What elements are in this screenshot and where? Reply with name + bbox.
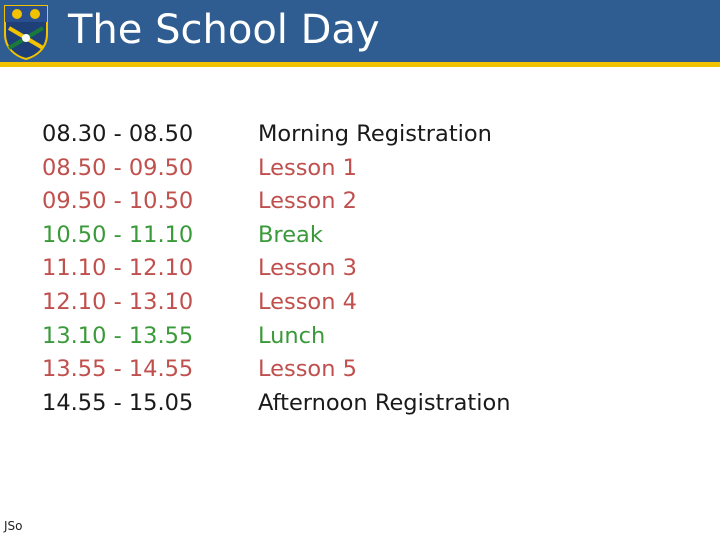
schedule-activity: Morning Registration xyxy=(258,121,492,147)
schedule-list xyxy=(42,118,562,420)
schedule-activity: Lesson 3 xyxy=(258,255,357,282)
schedule-row xyxy=(42,219,562,253)
schedule-row xyxy=(42,152,562,186)
schedule-row xyxy=(42,320,562,354)
page-title: The School Day xyxy=(68,7,380,53)
schedule-time: 09.50 - 10.50 xyxy=(42,188,194,215)
schedule-activity: Afternoon Registration xyxy=(258,389,511,416)
schedule-row xyxy=(42,353,562,387)
schedule-row xyxy=(42,286,562,320)
schedule-activity: Lesson 1 xyxy=(258,154,357,181)
schedule-activity: Lesson 4 xyxy=(258,288,357,315)
schedule-time: 13.10 - 13.55 xyxy=(42,322,194,349)
header-divider xyxy=(0,62,720,67)
schedule-time: 14.55 - 15.05 xyxy=(42,389,194,416)
schedule-time: 12.10 - 13.10 xyxy=(42,288,194,315)
school-crest-icon xyxy=(3,4,49,60)
schedule-time: 11.10 - 12.10 xyxy=(42,255,194,282)
schedule-row xyxy=(42,185,562,219)
author-initials: JSo xyxy=(4,519,23,533)
schedule-activity: Lesson 5 xyxy=(258,356,357,383)
title-bar xyxy=(0,0,720,62)
schedule-activity: Lesson 2 xyxy=(258,188,357,215)
schedule-time: 10.50 - 11.10 xyxy=(42,221,194,248)
schedule-time: 13.55 - 14.55 xyxy=(42,356,194,383)
schedule-activity: Break xyxy=(258,221,323,248)
schedule-time: 08.30 - 08.50 xyxy=(42,121,194,147)
schedule-row xyxy=(42,252,562,286)
schedule-row xyxy=(42,118,562,152)
schedule-activity: Lunch xyxy=(258,322,326,349)
schedule-time: 08.50 - 09.50 xyxy=(42,154,194,181)
schedule-row xyxy=(42,387,562,421)
